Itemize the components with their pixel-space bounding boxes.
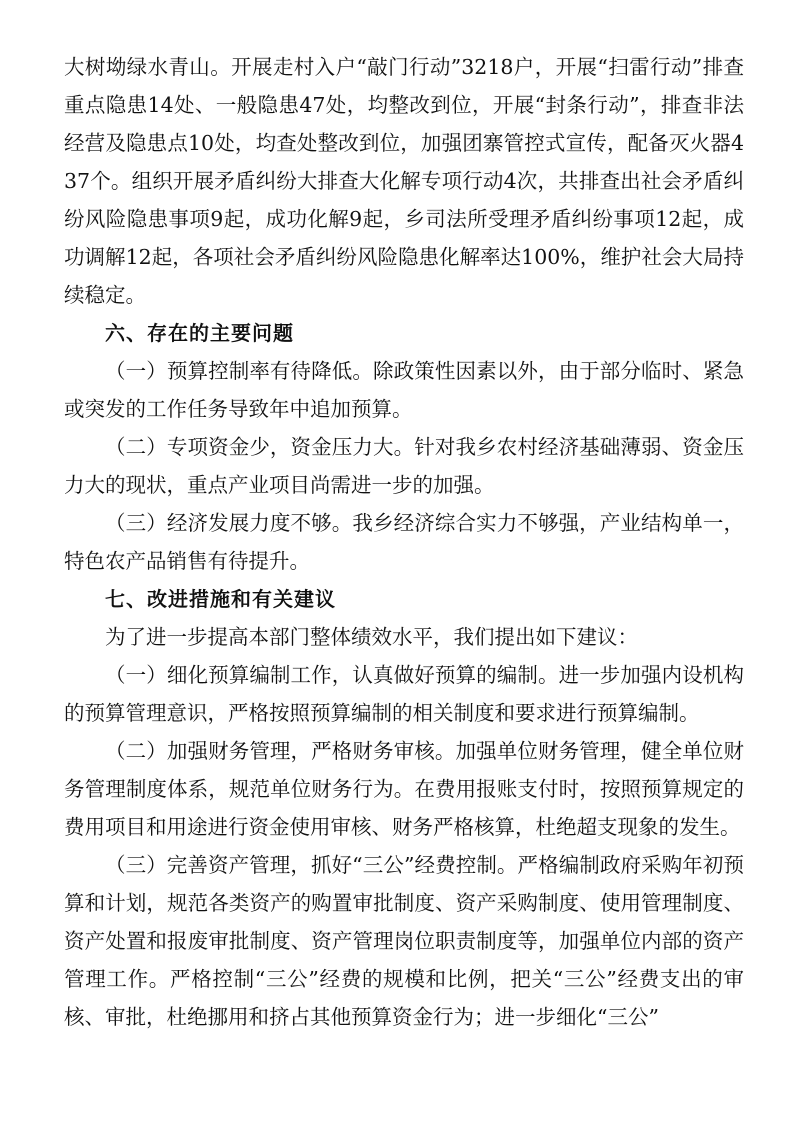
paragraph-problem-3: （三）经济发展力度不够。我乡经济综合实力不够强，产业结构单一，特色农产品销售有待提升。: [64, 511, 744, 573]
document-body: [64, 48, 744, 1036]
section-heading-suggestions: 七、改进措施和有关建议: [105, 587, 336, 611]
paragraph-suggestion-2: （二）加强财务管理，严格财务审核。加强单位财务管理，健全单位财务管理制度体系，规范单位财务行为。在费用报账支付时，按照预算规定的费用项目和用途进行资金使用审核、财务严格核算，杜绝超支现象的发生。: [64, 739, 744, 839]
paragraph-suggestion-3: （三）完善资产管理，抓好“三公”经费控制。严格编制政府采购年初预算和计划，规范各类资产的购置审批制度、资产采购制度、使用管理制度、资产处置和报废审批制度、资产管理岗位职责制度等，加强单位内部的资产管理工作。严格控制“三公”经费的规模和比例，把关“三公”经费支出的审核、审批，杜绝挪用和挤占其他预算资金行为；进一步细化“三公”: [64, 853, 744, 1029]
paragraph-problem-2: （二）专项资金少，资金压力大。针对我乡农村经济基础薄弱、资金压力大的现状，重点产业项目尚需进一步的加强。: [64, 435, 744, 497]
paragraph-suggestion-1: （一）细化预算编制工作，认真做好预算的编制。进一步加强内设机构的预算管理意识，严格按照预算编制的相关制度和要求进行预算编制。: [64, 663, 744, 725]
paragraph-continuation: 大树坳绿水青山。开展走村入户“敲门行动”3218户，开展“扫雷行动”排查重点隐患14处、一般隐患47处，均整改到位，开展“封条行动”，排查非法经营及隐患点10处，均查处整改到位，加强团寨管控式宣传，配备灭火器437个。组织开展矛盾纠纷大排查大化解专项行动4次，共排查出社会矛盾纠纷风险隐患事项9起，成功化解9起，乡司法所受理矛盾纠纷事项12起，成功调解12起，各项社会矛盾纠纷风险隐患化解率达100%，维护社会大局持续稳定。: [64, 55, 744, 307]
paragraph-suggestions-intro: 为了进一步提高本部门整体绩效水平，我们提出如下建议：: [105, 625, 638, 649]
section-heading-problems: 六、存在的主要问题: [105, 321, 294, 345]
paragraph-problem-1: （一）预算控制率有待降低。除政策性因素以外，由于部分临时、紧急或突发的工作任务导致年中追加预算。: [64, 359, 744, 421]
